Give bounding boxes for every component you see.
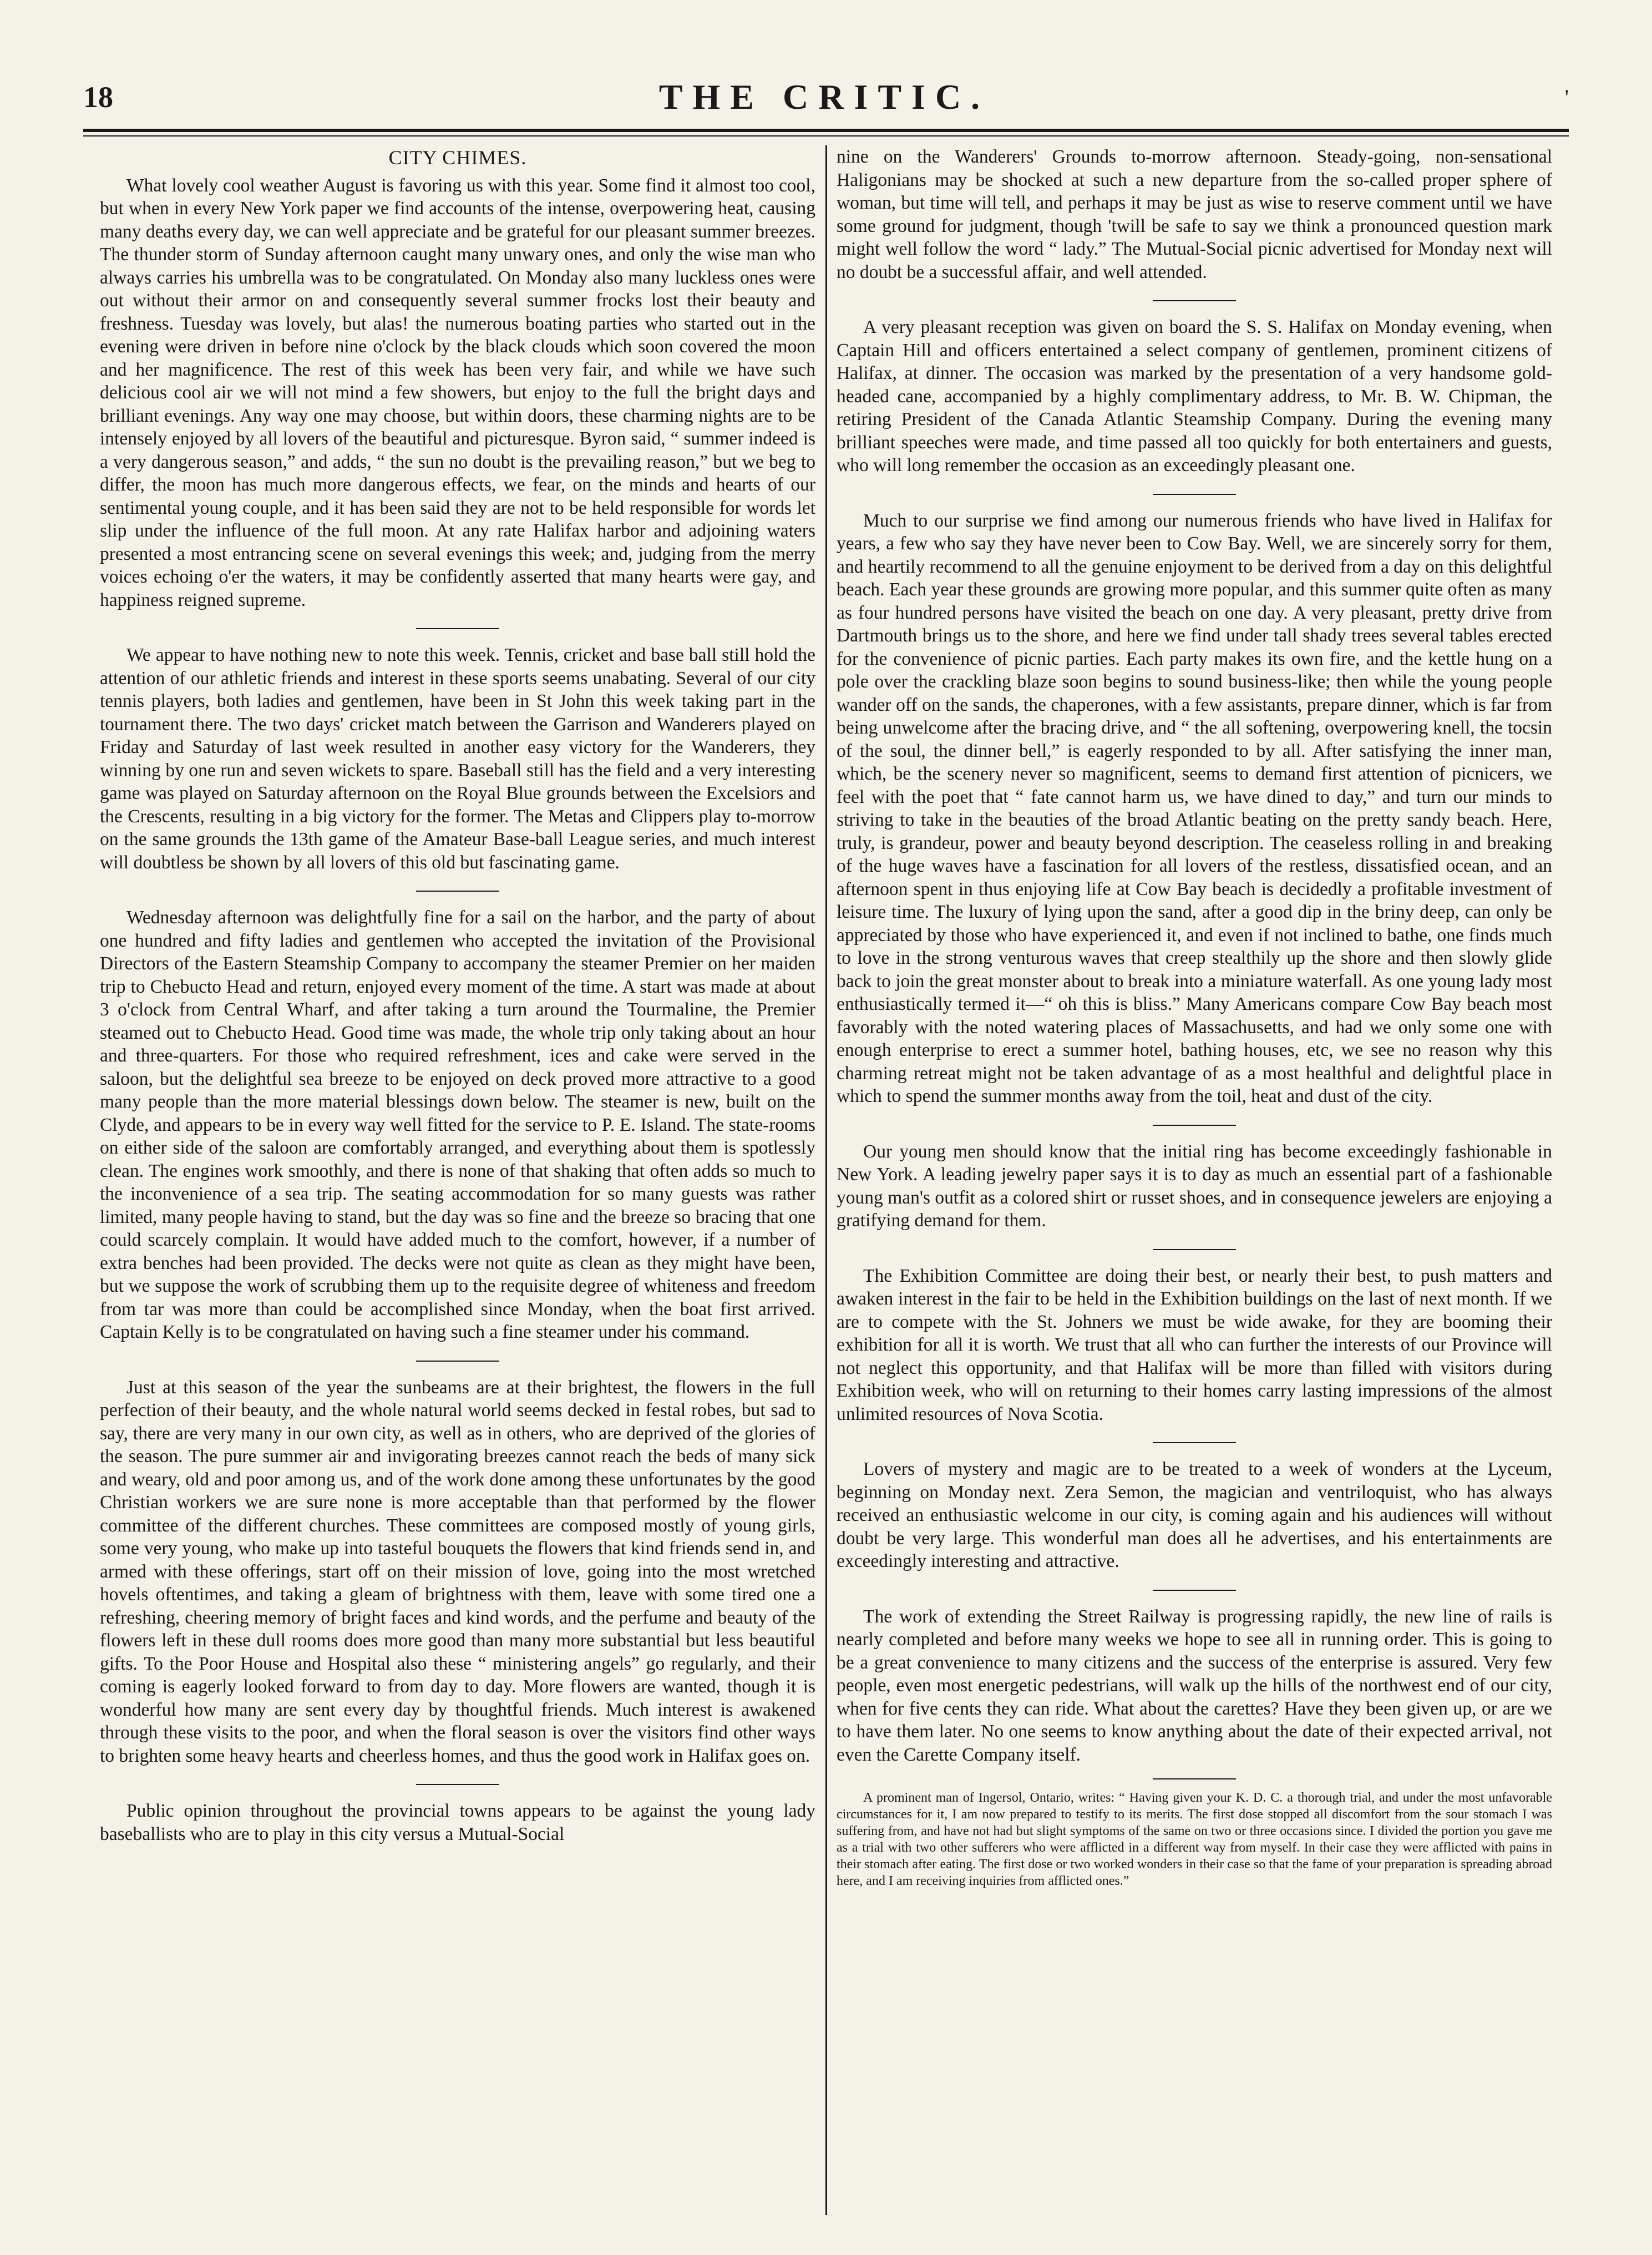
separator-rule [416, 628, 499, 629]
separator-rule [416, 891, 499, 892]
separator-rule [416, 1784, 499, 1785]
right-column [837, 145, 1552, 2215]
masthead [83, 67, 1569, 128]
header-rule-thick [83, 129, 1569, 132]
paragraph-continued: nine on the Wanderers' Grounds to-morrow afternoon. Steady-going, non-sensational Haligonians may be shocked at such a new departure from the so-called proper sphere of woman, but time will tell, and perhaps it may be just as wise to reserve comment until we have some ground for judgment, though 'twill be safe to say we think a pronounced question mark might well follow the word “ lady.” The Mutual-Social picnic advertised for Monday next will no doubt be a successful affair, and well attended. [837, 146, 1552, 282]
paragraph-street-railway: The work of extending the Street Railway is progressing rapidly, the new line of rails is nearly completed and before many weeks we hope to see all in running order. This is going to be a great convenience to many citizens and the success of the enterprise is assured. Very few people, even most energetic pedestrians, will walk up the hills of the northwest end of our city, when for five cents they can ride. What about the carettes? Have they been given up, or are we to have them later. No one seems to know anything about the date of their expected arrival, not even the Carette Company itself. [837, 1606, 1552, 1765]
separator-rule [1153, 1590, 1236, 1591]
paragraph-exhibition: The Exhibition Committee are doing their best, or nearly their best, to push matters and awaken interest in the fair to be held in the Exhibition buildings on the last of next month. If we are to compete with the St. Johners we must be wide awake, for they are booming their exhibition for all it is worth. We trust that all who can further the interests of our Province will not neglect this opportunity, and that Halifax will be more than filled with visitors during Exhibition week, who will on returning to their homes carry lasting impressions of the almost unlimited resources of Nova Scotia. [837, 1265, 1552, 1424]
paper-title: THE CRITIC. [658, 77, 990, 117]
paragraph-sports: We appear to have nothing new to note this week. Tennis, cricket and base ball still hold the attention of our athletic friends and interest in these sports seems unabating. Several of our city tennis players, both ladies and gentlemen, have been in St John this week taking part in the tournament there. The two days' cricket match between the Garrison and Wanderers played on Friday and Saturday of last week resulted in another easy victory for the Wanderers, they winning by one run and seven wickets to spare. Baseball still has the field and a very interesting game was played on Saturday afternoon on the Royal Blue grounds between the Excelsiors and the Crescents, resulting in a big victory for the former. The Metas and Clippers play to-morrow on the same grounds the 13th game of the Amateur Base-ball League series, and much interest will doubtless be shown by all lovers of this old but fascinating game. [100, 645, 815, 873]
separator-rule [1153, 1442, 1236, 1443]
paragraph-cow-bay: Much to our surprise we find among our numerous friends who have lived in Halifax for years, a few who say they have never been to Cow Bay. Well, we are sincerely sorry for them, and heartily recommend to all the genuine enjoyment to be derived from a day on this delightful beach. Each year these grounds are growing more popular, and this summer quite often as many as four hundred persons have visited the beach on one day. A very pleasant, pretty drive from Dartmouth brings us to the shore, and here we find under tall shady trees several tables erected for the convenience of picnic parties. Each party makes its own fire, and the kettle hung on a pole over the crackling blaze soon begins to sound business-like; then while the young people wander off on the sands, the chaperones, with a few assistants, prepare dinner, which is far from being unwelcome after the bracing drive, and “ the all softening, overpowering knell, the tocsin of the soul, the dinner bell,” is eagerly responded to by all. After satisfying the inner man, which, be the scenery never so magnificent, seems to demand first attention of picnicers, we feel with the poet that “ fate cannot harm us, we have dined to day,” and turn our minds to striving to take in the beauties of the broad Atlantic beating on the pretty sandy beach. Here, truly, is grandeur, power and beauty beyond description. The ceaseless rolling in and breaking of the huge waves have a fascination for all lovers of the restless, dissatisfied ocean, and an afternoon spent in thus enjoying life at Cow Bay beach is decidedly a profitable investment of leisure time. The luxury of lying upon the sand, after a good dip in the briny deep, can only be appreciated by those who have experienced it, and even if not inclined to bathe, one finds much to love in the strong venturous waves that creep stealthily up the shore and then slowly glide back to join the great monster about to break into a miniature waterfall. As one young lady most enthusiastically termed it—“ oh this is bliss.” Many Americans compare Cow Bay beach most favorably with the noted watering places of Massachusetts, and had we only some one with enough enterprise to erect a summer hotel, bathing houses, etc, we see no reason why this charming retreat might not be taken advantage of as a most healthful and delightful place in which to spend the summer months away from the toil, heat and dust of the city. [837, 510, 1552, 1106]
paragraph-flower-committee: Just at this season of the year the sunbeams are at their brightest, the flowers in the full perfection of their beauty, and the whole natural world seems decked in festal robes, but sad to say, there are very many in our own city, as well as in others, who are deprived of the glories of the season. The pure summer air and invigorating breezes cannot reach the beds of many sick and weary, old and poor among us, and of the work done among these unfortunates by the good Christian workers we are sure none is more acceptable than that performed by the flower committee of the different churches. These committees are composed mostly of young girls, some very young, who make up into tasteful bouquets the flowers that kind friends send in, and armed with these offerings, start off on their mission of love, going into the most wretched hovels oftentimes, and taking a gleam of brightness with them, leave with some tired one a refreshing, cheering memory of bright faces and kind words, and the perfume and beauty of the flowers left in these dull rooms does more good than many more substantial but less beautiful gifts. To the Poor House and Hospital also these “ ministering angels” go regularly, and their coming is eagerly looked forward to from day to day. More flowers are wanted, though it is wonderful how many are sent every day by thoughtful friends. Much interest is awakened through these visits to the poor, and when the floral season is over the visitors find other ways to brighten some heavy hearts and cheerless homes, and thus the good work in Halifax goes on. [100, 1377, 815, 1766]
paragraph-initial-ring: Our young men should know that the initial ring has become exceedingly fashionable in New York. A leading jewelry paper says it is to day as much an essential part of a fashionable young man's outfit as a colored shirt or russet shoes, and in consequence jewelers are enjoying a gratifying demand for them. [837, 1141, 1552, 1231]
paragraph-steamer-premier: Wednesday afternoon was delightfully fine for a sail on the harbor, and the party of about one hundred and fifty ladies and gentlemen who accepted the invitation of the Provisional Directors of the Eastern Steamship Company to accompany the steamer Premier on her maiden trip to Chebucto Head and return, enjoyed every moment of the time. A start was made at about 3 o'clock from Central Wharf, and after taking a turn around the Tourmaline, the Premier steamed out to Chebucto Head. Good time was made, the whole trip only taking about an hour and three-quarters. For those who required refreshment, ices and cake were served in the saloon, but the delightful sea breeze to be enjoyed on deck proved more attractive to a good many people than the more material blessings down below. The steamer is new, built on the Clyde, and appears to be in every way well fitted for the service to P. E. Island. The state-rooms on either side of the saloon are comfortably arranged, and everything about them is spotlessly clean. The engines work smoothly, and there is none of that shaking that often adds so much to the inconvenience of a sea trip. The seating accommodation for so many guests was rather limited, many people having to stand, but the day was so fine and the breeze so bracing that one could scarcely complain. It would have added much to the comfort, however, if a number of extra benches had been provided. The decks were not quite as clean as they might have been, but we suppose the work of scrubbing them up to the requisite degree of whiteness and freedom from tar was more than could be accomplished since Monday, when the boat first arrived. Captain Kelly is to be congratulated on having such a fine steamer under his command. [100, 907, 815, 1342]
paragraph-weather: What lovely cool weather August is favoring us with this year. Some find it almost too cool, but when in every New York paper we find accounts of the intense, overpowering heat, causing many deaths every day, we can well appreciate and be grateful for our pleasant summer breezes. The thunder storm of Sunday afternoon caught many unwary ones, and only the wise man who always carries his umbrella was to be congratulated. On Monday also many luckless ones were out without their armor on and consequently several summer frocks lost their beauty and freshness. Tuesday was lovely, but alas! the numerous boating parties who started out in the evening were driven in before nine o'clock by the black clouds which soon covered the moon and her magnificence. The rest of this week has been very fair, and while we have such delicious cool air we will not mind a few showers, but enjoy to the full the bright days and brilliant evenings. Any way one may choose, but within doors, these charming nights are to be intensely enjoyed by all lovers of the beautiful and picturesque. Byron said, “ summer indeed is a very dangerous season,” and adds, “ the sun no doubt is the prevailing reason,” but we beg to differ, the moon has much more dangerous effects, we fear, on the minds and hearts of our sentimental young couple, and it has been said they are not to be held responsible for words let slip under the influence of the full moon. At any rate Halifax harbor and adjoining waters presented a most entrancing scene on several evenings this week; and, judging from the merry voices echoing o'er the waters, it may be confidently asserted that many hearts were gay, and happiness reigned supreme. [100, 175, 815, 610]
paragraph-baseballists: Public opinion throughout the provincial towns appears to be against the young lady baseballists who are to play in this city versus a Mutual-Social [100, 1801, 815, 1844]
advertisement-kdc: A prominent man of Ingersol, Ontario, writes: “ Having given your K. D. C. a thorough trial, and under the most unfavorable circumstances for it, I am now prepared to testify to its merits. The first dose stopped all discomfort from the sour stomach I was suffering from, and have not had but slight symptoms of the same on two or three occasions since. I divided the portion you gave me as a trial with two other sufferers who were afflicted in a different way from myself. In their case they were afflicted with pains in their stomach after eating. The first dose or two worked wonders in their case so that the fame of your preparation is spreading abroad here, and I am receiving inquiries from afflicted ones.” [837, 1791, 1552, 1888]
paragraph-lyceum: Lovers of mystery and magic are to be treated to a week of wonders at the Lyceum, beginning on Monday next. Zera Semon, the magician and ventriloquist, who has always received an enthusiastic welcome in our city, is coming again and his audiences will without doubt be very large. This wonderful man does all he advertises, and his entertainments are exceedingly interesting and attractive. [837, 1459, 1552, 1571]
header-rule-thin [83, 135, 1569, 136]
column-divider [825, 145, 827, 2215]
separator-rule [1153, 1125, 1236, 1126]
paragraph-reception: A very pleasant reception was given on board the S. S. Halifax on Monday evening, when Captain Hill and officers entertained a select company of gentlemen, prominent citizens of Halifax, at dinner. The occasion was marked by the presentation of a very handsome gold-headed cane, accompanied by a highly complimentary address, to Mr. B. W. Chipman, the retiring President of the Canada Atlantic Steamship Company. During the evening many brilliant speeches were made, and time passed all too quickly for both entertainers and guests, who will long remember the occasion as an exceedingly pleasant one. [837, 317, 1552, 476]
separator-rule [1153, 1249, 1236, 1250]
section-title: CITY CHIMES. [388, 146, 527, 169]
masthead-mark: ' [1564, 84, 1569, 110]
page-number: 18 [83, 80, 113, 114]
separator-rule [416, 1361, 499, 1362]
separator-rule [1153, 494, 1236, 495]
separator-rule [1153, 300, 1236, 301]
separator-rule [1153, 1778, 1236, 1779]
left-column [100, 145, 815, 2215]
